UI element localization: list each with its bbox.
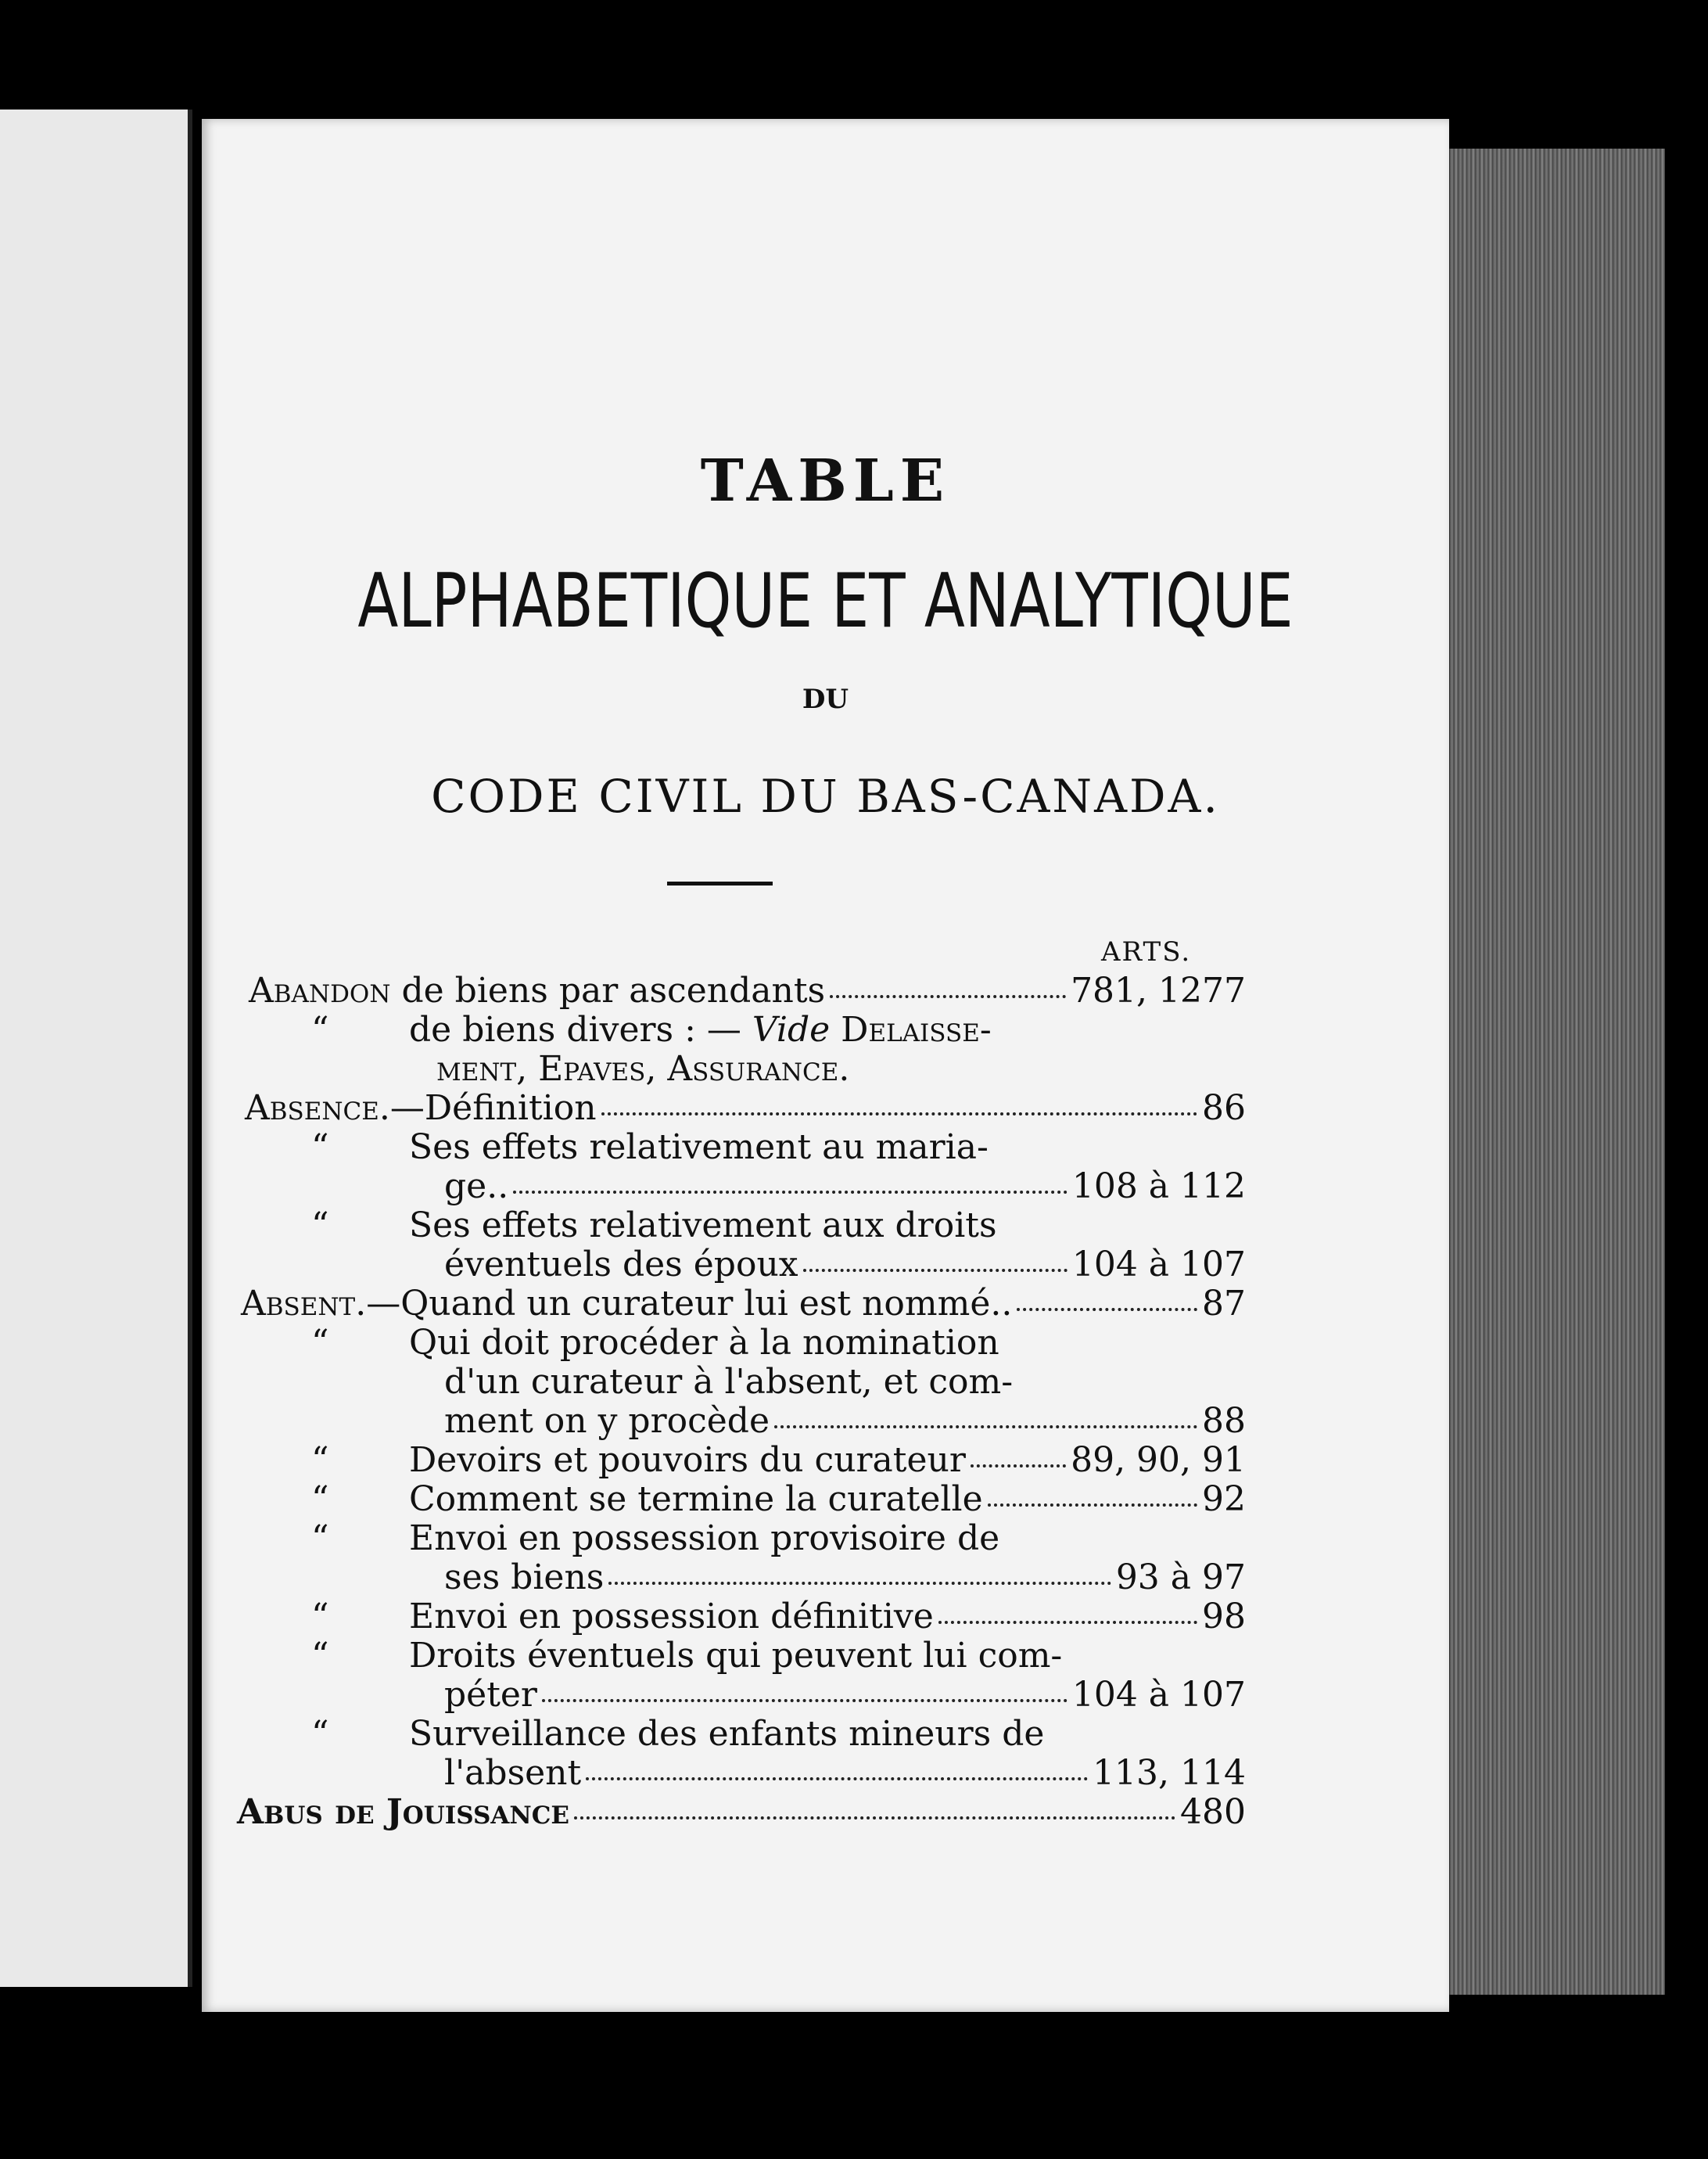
index-line — [444, 1558, 1246, 1597]
index-line — [311, 1324, 329, 1363]
entry-text: Devoirs et pouvoirs du curateur — [409, 1440, 966, 1480]
ditto-mark: “ — [311, 1010, 329, 1050]
index-line — [436, 1050, 849, 1089]
index-line — [311, 1206, 329, 1245]
index-line — [237, 1793, 1246, 1832]
entry-reference: 88 — [1202, 1401, 1246, 1441]
ditto-mark: “ — [311, 1323, 329, 1363]
entry-text: éventuels des époux — [444, 1245, 798, 1284]
entry-text: Ses effets relativement aux droits — [409, 1205, 997, 1245]
index-line — [241, 1284, 1246, 1324]
title-alphabetique: ALPHABETIQUE ET ANALYTIQUE — [357, 557, 1294, 645]
entry-crossref: ment, Epaves, Assurance. — [436, 1049, 850, 1089]
index-line — [311, 1715, 329, 1754]
ditto-mark: “ — [311, 1714, 329, 1754]
entry-text: ses biens — [444, 1557, 605, 1597]
ditto-mark: “ — [311, 1479, 329, 1519]
entry-reference: 104 à 107 — [1071, 1245, 1246, 1284]
index-line — [409, 1206, 997, 1245]
index-line — [311, 1519, 329, 1558]
entry-heading: Absent. — [241, 1284, 367, 1324]
index-line — [409, 1519, 999, 1558]
entry-text: Droits éventuels qui peuvent lui com- — [409, 1636, 1063, 1676]
entry-heading: Abandon — [249, 971, 391, 1011]
entry-text: Surveillance des enfants mineurs de — [409, 1714, 1045, 1754]
index-line — [311, 1441, 329, 1480]
index-line — [409, 1480, 1246, 1519]
title-rule — [667, 882, 773, 886]
entry-reference: 480 — [1180, 1792, 1246, 1832]
title-code-civil: CODE CIVIL DU BAS-CANADA. — [431, 770, 1220, 823]
index-line — [444, 1363, 1013, 1402]
index-line — [409, 1441, 1246, 1480]
index-line — [311, 1597, 329, 1636]
entry-text: Comment se termine la curatelle — [409, 1479, 983, 1519]
entry-text: —Définition — [389, 1088, 597, 1128]
entry-text: ge.. — [444, 1166, 509, 1206]
index-line — [409, 1715, 1044, 1754]
index-line — [311, 1128, 329, 1167]
index-line — [444, 1402, 1246, 1441]
index-line — [311, 1480, 329, 1519]
entry-heading: Absence. — [245, 1088, 390, 1128]
entry-text: de biens divers : — — [409, 1010, 752, 1050]
entry-text: d'un curateur à l'absent, et com- — [444, 1362, 1014, 1402]
ditto-mark: “ — [311, 1205, 329, 1245]
entry-reference: 108 à 112 — [1071, 1166, 1246, 1206]
book-page-edges — [1447, 149, 1665, 1995]
facing-page-edge — [0, 110, 192, 1987]
index-line — [444, 1754, 1246, 1793]
entry-heading: Abus de Jouissance — [237, 1792, 570, 1832]
column-header-arts: ARTS. — [1101, 936, 1192, 968]
book-page — [202, 119, 1449, 2012]
entry-reference: 113, 114 — [1093, 1753, 1246, 1793]
index-line — [444, 1167, 1246, 1206]
index-line — [311, 1636, 329, 1676]
entry-crossref: Delaisse- — [830, 1010, 992, 1050]
entry-text: l'absent — [444, 1753, 582, 1793]
index-line — [409, 1597, 1246, 1636]
entry-reference: 86 — [1202, 1088, 1246, 1128]
index-line — [409, 1636, 1062, 1676]
index-line — [444, 1245, 1246, 1284]
entry-reference: 93 à 97 — [1115, 1557, 1246, 1597]
entry-text: Qui doit procéder à la nomination — [409, 1323, 999, 1363]
ditto-mark: “ — [311, 1518, 329, 1558]
entry-text: Ses effets relativement au maria- — [409, 1127, 989, 1167]
index-line — [311, 1011, 329, 1050]
entry-text: Envoi en possession provisoire de — [409, 1518, 1000, 1558]
index-line — [245, 1089, 1246, 1128]
title-table: TABLE — [700, 447, 951, 515]
entry-reference: 92 — [1202, 1479, 1246, 1519]
entry-reference: 87 — [1202, 1284, 1246, 1324]
ditto-mark: “ — [311, 1127, 329, 1167]
index-line — [444, 1676, 1246, 1715]
ditto-mark: “ — [311, 1440, 329, 1480]
entry-text: de biens par ascendants — [390, 971, 826, 1011]
index-line — [409, 1128, 989, 1167]
entry-reference: 781, 1277 — [1071, 971, 1246, 1011]
entry-vide: Vide — [752, 1010, 831, 1050]
index-line — [409, 1324, 999, 1363]
index-line — [249, 972, 1246, 1011]
title-du: DU — [802, 684, 849, 715]
entry-reference: 104 à 107 — [1071, 1675, 1246, 1715]
entry-text: péter — [444, 1675, 537, 1715]
entry-text: ment on y procède — [444, 1401, 770, 1441]
ditto-mark: “ — [311, 1636, 329, 1676]
entry-text: Envoi en possession définitive — [409, 1597, 934, 1636]
entry-reference: 98 — [1202, 1597, 1246, 1636]
ditto-mark: “ — [311, 1597, 329, 1636]
entry-text: —Quand un curateur lui est nommé.. — [366, 1284, 1013, 1324]
entry-reference: 89, 90, 91 — [1071, 1440, 1246, 1480]
index-line — [409, 1011, 992, 1050]
